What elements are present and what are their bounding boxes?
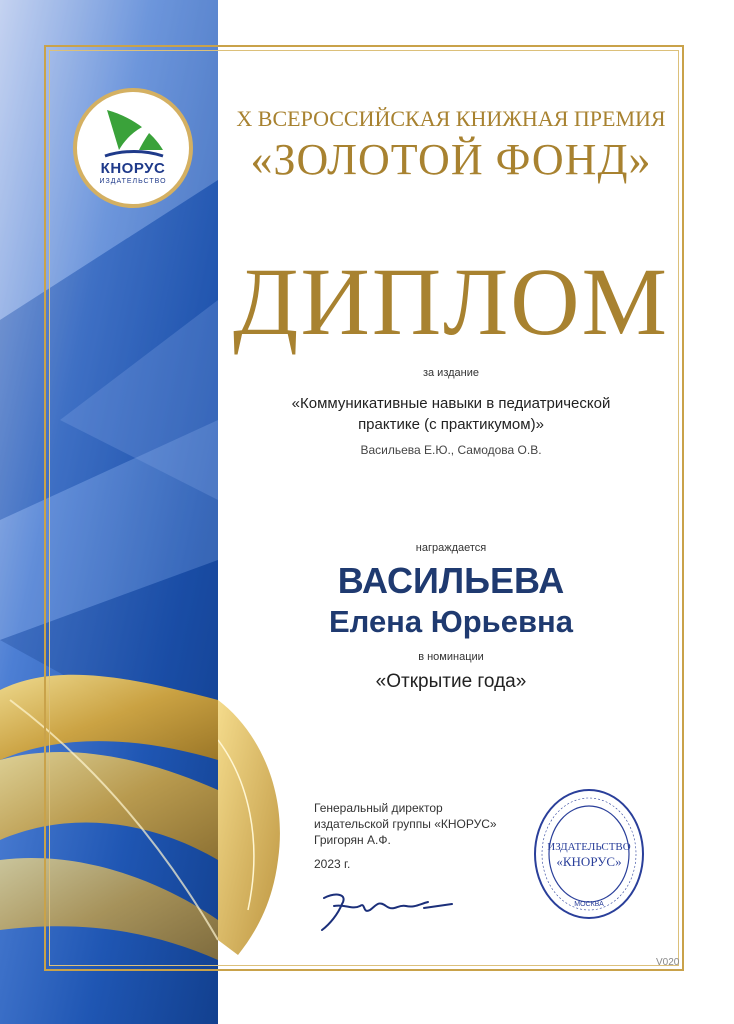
nomination-label: в номинации: [418, 651, 484, 663]
award-subtitle: X ВСЕРОССИЙСКАЯ КНИЖНАЯ ПРЕМИЯ: [236, 106, 666, 131]
publisher-stamp: [533, 788, 645, 920]
recipient-surname: ВАСИЛЬЕВА: [337, 560, 565, 601]
logo-subtitle: ИЗДАТЕЛЬСТВО: [99, 178, 167, 185]
signatory-organization: издательской группы «КНОРУС»: [314, 817, 497, 831]
sail-icon: [99, 106, 169, 162]
stamp-city: МОСКВА: [574, 901, 604, 908]
handwritten-signature: [316, 886, 456, 936]
signature-year: 2023 г.: [314, 857, 351, 871]
recipient-name: Елена Юрьевна: [328, 604, 573, 639]
awarded-label: награждается: [415, 542, 487, 554]
document-code: V020: [656, 957, 680, 968]
book-title-line2: практике (с практикумом)»: [358, 416, 544, 433]
edition-label: за издание: [422, 367, 480, 379]
stamp-line1: ИЗДАТЕЛЬСТВО: [547, 841, 631, 853]
signatory-name: Григорян А.Ф.: [314, 833, 391, 847]
publisher-logo: [73, 88, 193, 208]
diploma-heading: ДИПЛОМ: [233, 248, 669, 355]
nomination-value: «Открытие года»: [375, 671, 527, 692]
book-authors: Васильева Е.Ю., Самодова О.В.: [360, 443, 542, 457]
signatory-position: Генеральный директор: [314, 801, 443, 815]
quill-feather-tip: [218, 700, 318, 960]
book-title-line1: «Коммуникативные навыки в педиатрической: [291, 395, 611, 412]
stamp-line2: «КНОРУС»: [556, 854, 622, 869]
book-title: [218, 393, 684, 435]
signatory-block: [314, 800, 497, 848]
award-title: «ЗОЛОТОЙ ФОНД»: [250, 135, 652, 184]
logo-name: КНОРУС: [100, 160, 166, 177]
